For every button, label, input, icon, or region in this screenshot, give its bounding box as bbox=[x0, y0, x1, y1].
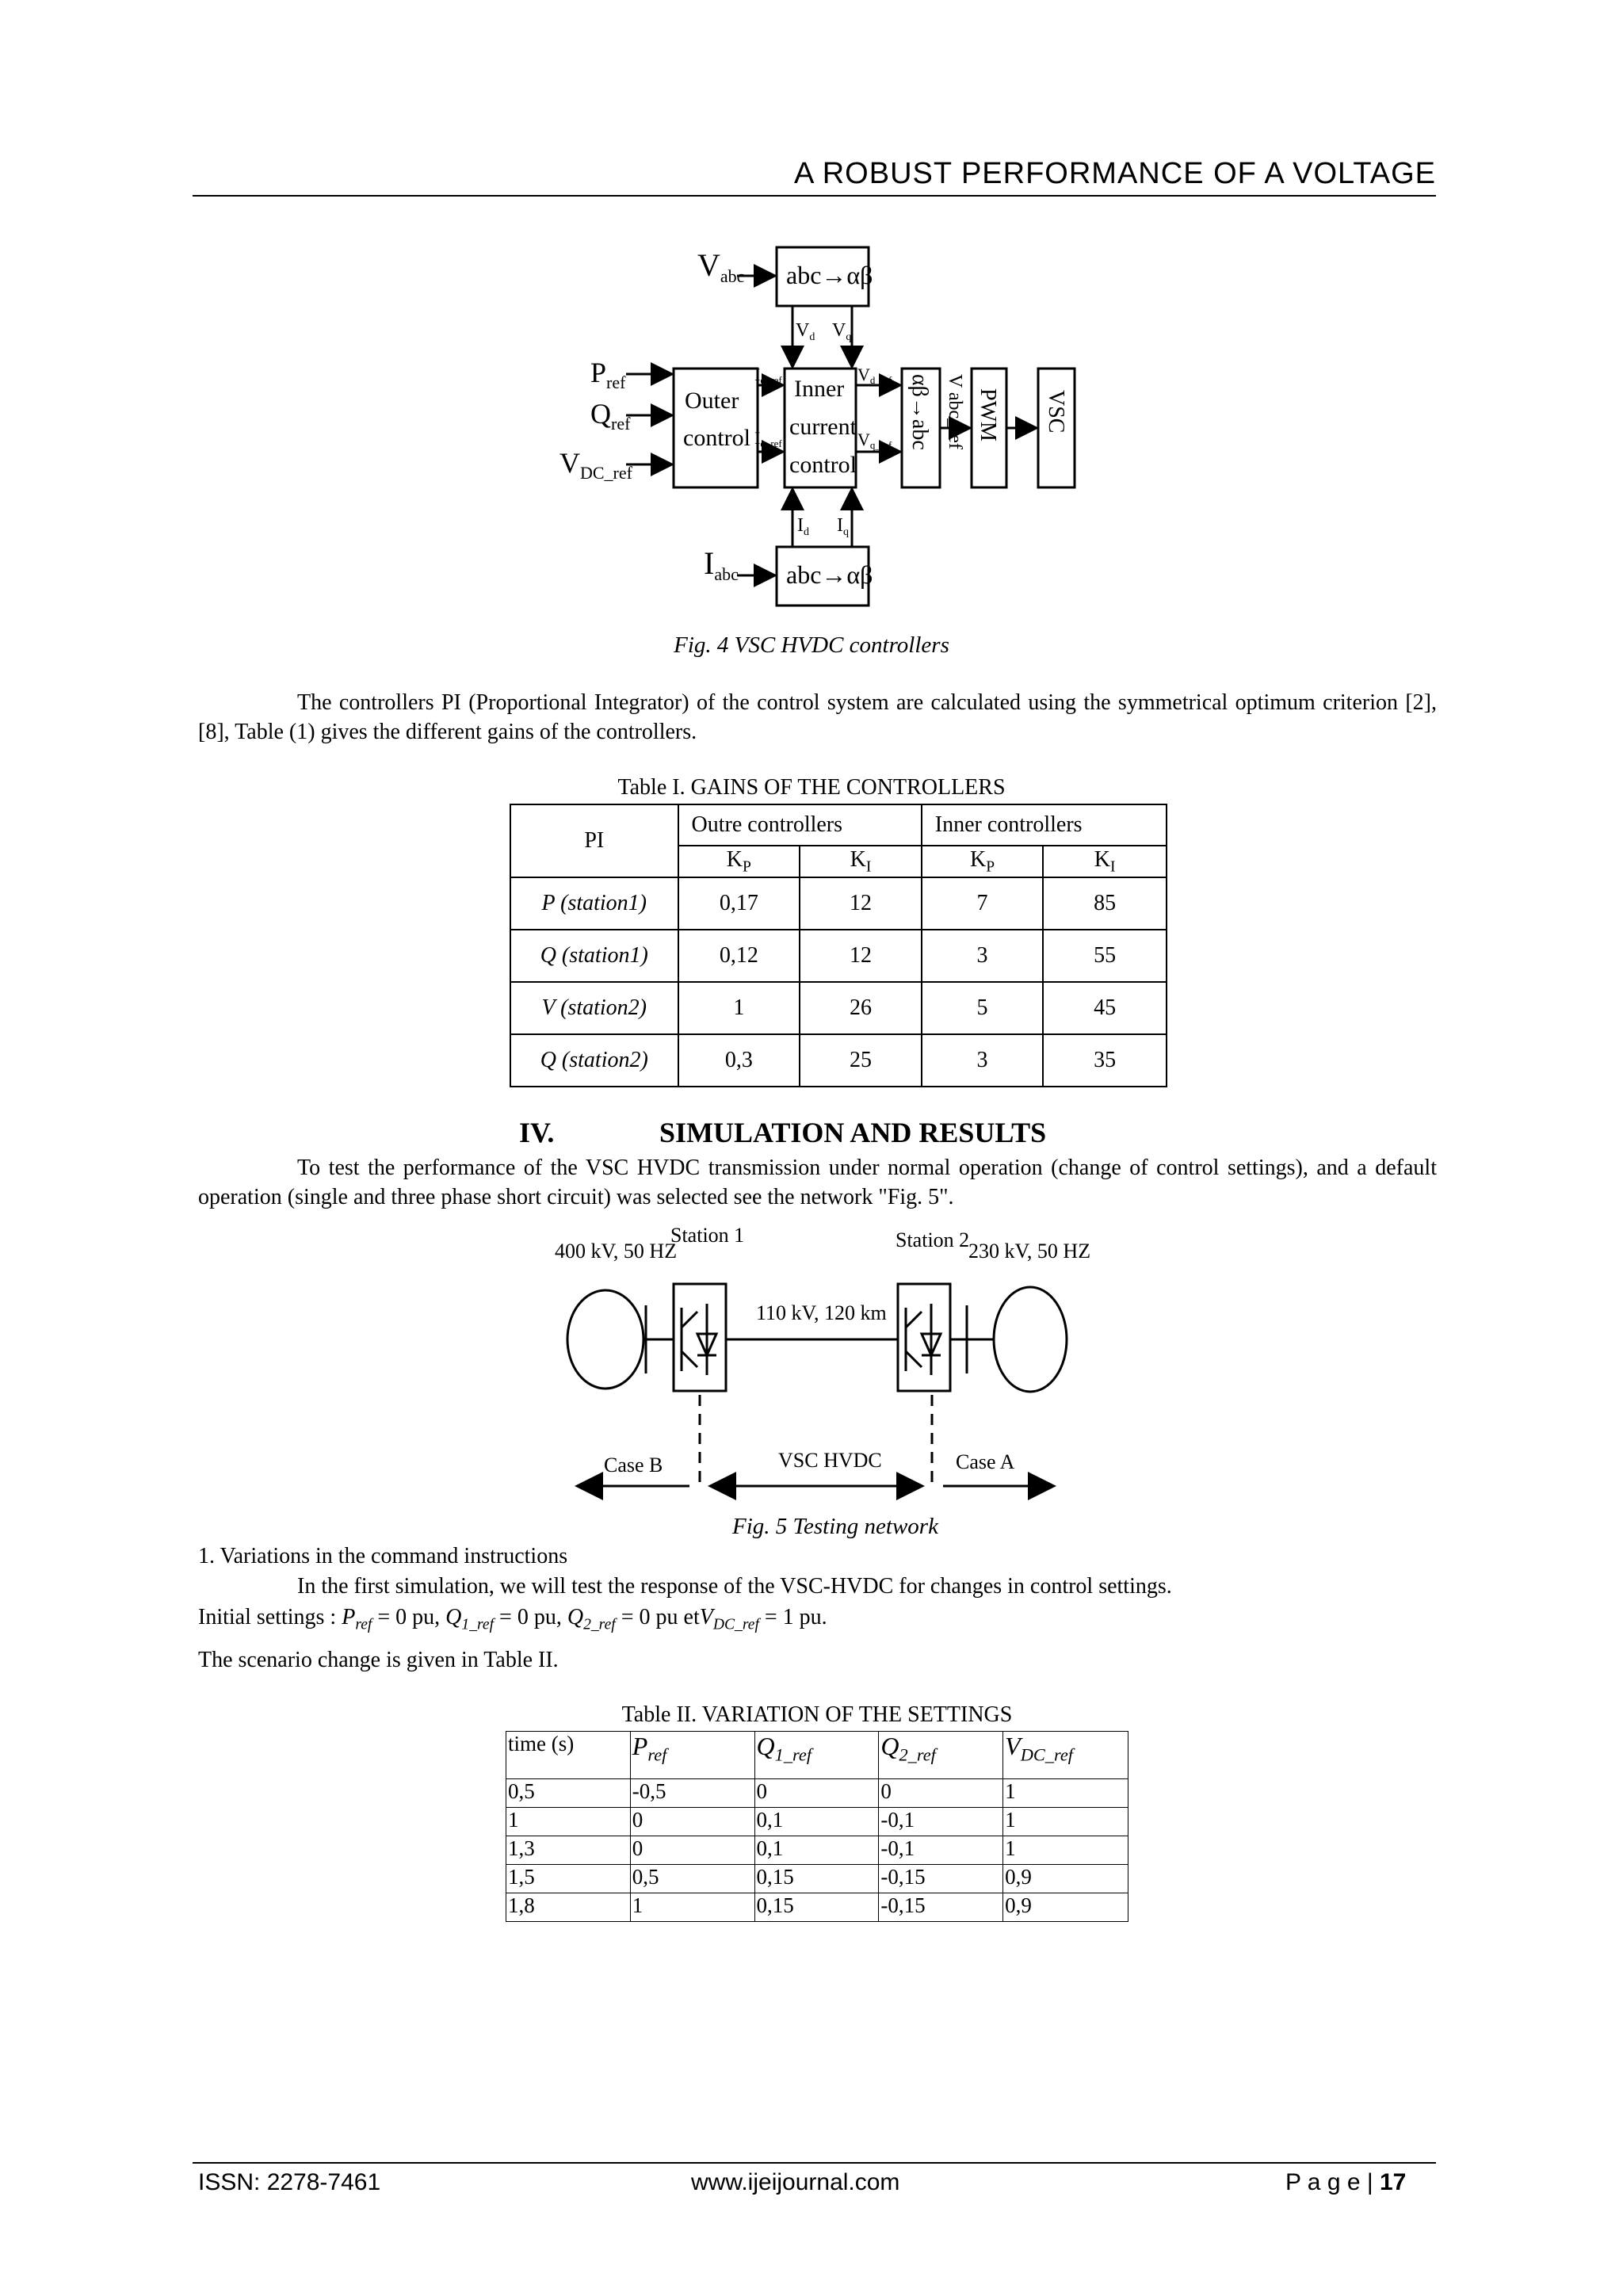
fig5-network-diagram bbox=[555, 1217, 1094, 1510]
vd-label: $V_d$ bbox=[796, 320, 815, 343]
table1-title: Table I. GAINS OF THE CONTROLLERS bbox=[617, 775, 1006, 800]
table-row bbox=[510, 877, 1167, 930]
paragraph-simulation: To test the performance of the VSC HVDC transmission under normal operation (change of control settings), and a default operation (single and three phase short circuit) was selected see the network "Fig. 5". bbox=[198, 1156, 1437, 1209]
table1-cell: V (station2) bbox=[510, 982, 678, 1034]
table1-header-kp-inner: $K_P$ bbox=[922, 846, 1044, 877]
table1-header-ki-inner: $K_I$ bbox=[1043, 846, 1167, 877]
table2 bbox=[506, 1731, 1128, 1922]
fig4-block-diagram bbox=[547, 238, 1102, 618]
left-source-symbol bbox=[567, 1290, 643, 1389]
table2-cell: 1 bbox=[1003, 1779, 1128, 1808]
table2-header-pref: $P_{ref}$ bbox=[630, 1732, 754, 1779]
table2-header-q2ref: $Q_{2\_ref}$ bbox=[879, 1732, 1003, 1779]
paragraph-scenario: The scenario change is given in Table II. bbox=[198, 1648, 559, 1672]
vdcref-label: $V_{DC\_ref}$ bbox=[559, 447, 632, 483]
list-item-variations: 1. Variations in the command instructions bbox=[198, 1544, 568, 1568]
table2-cell: 1 bbox=[506, 1808, 631, 1836]
table1-cell: 3 bbox=[922, 1034, 1044, 1087]
table1-header-pi: PI bbox=[510, 804, 678, 877]
vabcref-label: V abc_ref bbox=[945, 374, 965, 449]
table1-cell: 25 bbox=[800, 1034, 922, 1087]
paragraph-first-simulation: In the first simulation, we will test the response of the VSC-HVDC for changes in control settings. bbox=[297, 1574, 1172, 1599]
table1-cell: 0,3 bbox=[678, 1034, 800, 1087]
outer-label-2: control bbox=[683, 425, 750, 451]
table1-header-ki-outer: $K_I$ bbox=[800, 846, 922, 877]
initial-settings: Initial settings : $P_{ref} = 0$ pu, $Q_{1\_ref} = 0$ pu, $Q_{2\_ref} = 0$ pu etV$_{DC\_ref}$ = 1 pu. bbox=[198, 1605, 827, 1633]
header-rule bbox=[193, 195, 1436, 197]
table2-cell: 0,1 bbox=[754, 1808, 879, 1836]
table1-cell: 0,12 bbox=[678, 930, 800, 982]
vq-label: $V_q$ bbox=[832, 320, 852, 343]
table-row bbox=[510, 930, 1167, 982]
table2-header-q1ref: $Q_{1\_ref}$ bbox=[754, 1732, 879, 1779]
table-row bbox=[506, 1779, 1128, 1808]
table2-cell: 1,5 bbox=[506, 1865, 631, 1893]
table1-cell: 45 bbox=[1043, 982, 1167, 1034]
vsc-label: VSC bbox=[1044, 390, 1068, 434]
table2-cell: 0,15 bbox=[754, 1893, 879, 1922]
footer-rule bbox=[193, 2162, 1436, 2164]
station2-label: Station 2 bbox=[896, 1228, 970, 1251]
inner-label-2: current bbox=[789, 414, 857, 440]
table1-cell: 5 bbox=[922, 982, 1044, 1034]
table1-cell: 7 bbox=[922, 877, 1044, 930]
vabc-label: $V_{abc}$ bbox=[697, 247, 745, 286]
table1-cell: 12 bbox=[800, 930, 922, 982]
paragraph-controllers: The controllers PI (Proportional Integrator) of the control system are calculated using the symmetrical optimum criterion [2], [8], Table (1) gives the different gains of the controllers. bbox=[198, 690, 1437, 744]
running-header: A ROBUST PERFORMANCE OF A VOLTAGE bbox=[793, 157, 1436, 190]
right-source-label: 230 kV, 50 HZ bbox=[968, 1240, 1091, 1263]
id-label: $I_d$ bbox=[797, 515, 809, 538]
table2-cell: 0,9 bbox=[1003, 1865, 1128, 1893]
footer-url: www.ijeijournal.com bbox=[691, 2169, 900, 2195]
bottom-transform-label: abc→αβ bbox=[786, 560, 873, 589]
fig5-caption: Fig. 5 Testing network bbox=[732, 1514, 938, 1539]
table1-cell: 26 bbox=[800, 982, 922, 1034]
table2-cell: 0 bbox=[630, 1836, 754, 1865]
table1-cell: 0,17 bbox=[678, 877, 800, 930]
ab-abc-label: αβ→abc bbox=[907, 374, 932, 450]
inner-label-3: control bbox=[789, 452, 857, 478]
table1-cell: Q (station1) bbox=[510, 930, 678, 982]
table-row bbox=[510, 1034, 1167, 1087]
vsc-hvdc-label: VSC HVDC bbox=[778, 1449, 882, 1472]
line-label: 110 kV, 120 km bbox=[756, 1301, 887, 1324]
table2-cell: -0,1 bbox=[879, 1836, 1003, 1865]
iabc-label: $I_{abc}$ bbox=[704, 545, 739, 584]
table-row bbox=[506, 1893, 1128, 1922]
section-title: SIMULATION AND RESULTS bbox=[659, 1117, 1047, 1148]
outer-label-1: Outer bbox=[685, 388, 739, 414]
table-row bbox=[510, 982, 1167, 1034]
idref-label: Id_ref bbox=[754, 365, 782, 386]
table2-cell: -0,1 bbox=[879, 1808, 1003, 1836]
table1-cell: 55 bbox=[1043, 930, 1167, 982]
table2-cell: 0,9 bbox=[1003, 1893, 1128, 1922]
table2-cell: 1,3 bbox=[506, 1836, 631, 1865]
iq-label: $I_q$ bbox=[837, 515, 849, 538]
iqref-label: Iq_ref bbox=[754, 428, 782, 449]
pref-label: $P_{ref}$ bbox=[590, 357, 626, 392]
table2-cell: 0 bbox=[630, 1808, 754, 1836]
right-source-symbol bbox=[994, 1287, 1067, 1392]
left-source-label: 400 kV, 50 HZ bbox=[555, 1240, 678, 1263]
table-row bbox=[506, 1836, 1128, 1865]
table1-header-inner: Inner controllers bbox=[922, 804, 1167, 846]
table2-cell: 0,5 bbox=[506, 1779, 631, 1808]
case-b-label: Case B bbox=[604, 1454, 663, 1477]
table2-cell: 1 bbox=[1003, 1836, 1128, 1865]
table2-cell: 0 bbox=[754, 1779, 879, 1808]
table2-cell: 0,5 bbox=[630, 1865, 754, 1893]
table2-cell: 0,1 bbox=[754, 1836, 879, 1865]
case-a-label: Case A bbox=[956, 1450, 1015, 1473]
table2-cell: -0,15 bbox=[879, 1893, 1003, 1922]
table1-header-kp-outer: $K_P$ bbox=[678, 846, 800, 877]
table2-cell: 0 bbox=[879, 1779, 1003, 1808]
table2-header-vdcref: $V_{DC\_ref}$ bbox=[1003, 1732, 1128, 1779]
table1-cell: P (station1) bbox=[510, 877, 678, 930]
footer-issn: ISSN: 2278-7461 bbox=[198, 2169, 381, 2195]
table2-cell: 1 bbox=[1003, 1808, 1128, 1836]
table-row bbox=[506, 1808, 1128, 1836]
table1-cell: 1 bbox=[678, 982, 800, 1034]
table1-cell: 12 bbox=[800, 877, 922, 930]
station1-label: Station 1 bbox=[670, 1224, 745, 1247]
qref-label: $Q_{ref}$ bbox=[590, 398, 631, 434]
table2-cell: -0,5 bbox=[630, 1779, 754, 1808]
section-number: IV. bbox=[519, 1117, 555, 1148]
footer-page: P a g e | 17 bbox=[1285, 2169, 1407, 2195]
table2-cell: 1,8 bbox=[506, 1893, 631, 1922]
table1 bbox=[510, 804, 1167, 1087]
table1-header-outer: Outre controllers bbox=[678, 804, 922, 846]
table-row bbox=[506, 1865, 1128, 1893]
vdref-label: Vd_ref bbox=[857, 365, 892, 386]
table2-cell: -0,15 bbox=[879, 1865, 1003, 1893]
table1-cell: 35 bbox=[1043, 1034, 1167, 1087]
table2-cell: 0,15 bbox=[754, 1865, 879, 1893]
inner-label-1: Inner bbox=[794, 376, 845, 402]
table2-header-time: time (s) bbox=[506, 1732, 631, 1779]
table1-cell: Q (station2) bbox=[510, 1034, 678, 1087]
fig4-caption: Fig. 4 VSC HVDC controllers bbox=[674, 632, 949, 658]
vqref-label: Vq_ref bbox=[857, 430, 892, 451]
table2-cell: 1 bbox=[630, 1893, 754, 1922]
pwm-label: PWM bbox=[976, 388, 1000, 441]
table2-title: Table II. VARIATION OF THE SETTINGS bbox=[621, 1702, 1013, 1727]
table1-cell: 85 bbox=[1043, 877, 1167, 930]
table1-cell: 3 bbox=[922, 930, 1044, 982]
top-transform-label: abc→αβ bbox=[786, 261, 873, 289]
